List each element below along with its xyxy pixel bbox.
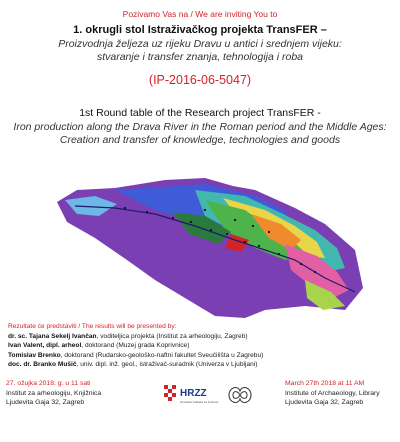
project-code: (IP-2016-06-5047) <box>148 73 252 87</box>
presenter-name: Ivan Valent, dipl. arheol <box>8 342 82 350</box>
footer-english <box>285 379 380 408</box>
hrzz-logo-text: HRZZ <box>180 388 207 399</box>
presenter-name: doc. dr. Branko Mušič <box>8 361 77 369</box>
presenters-block <box>8 322 398 370</box>
croatian-subtitle-line-1: Proizvodnja željeza uz rijeku Dravu u antici i srednjem vijeku: <box>58 38 342 50</box>
presenter-line <box>8 360 398 370</box>
english-title: 1st Round table of the Research project TransFER - <box>79 107 321 119</box>
presenter-name: Tomislav Brenko <box>8 351 61 359</box>
hrzz-logo-subtext: Hrvatska zaklada za znanost <box>180 400 219 404</box>
presenters-heading: Rezultate će predstaviti / The results will be presented by: <box>8 323 177 330</box>
invitation-line: Pozivamo Vas na / We are inviting You to <box>122 9 278 19</box>
croatian-subtitle-line-2: stvaranje i transfer znanja, tehnologija i roba <box>96 51 304 63</box>
presenter-role: , univ. dipl. inž. geol., istraživač-suradnik (Univerza v Ljubljani) <box>76 361 258 369</box>
event-place-en: Institute of Archaeology, Library <box>285 389 380 397</box>
event-date-en: March 27th 2018 at 11 AM <box>285 380 365 387</box>
event-place-hr: Institut za arheologiju, Knjižnica <box>6 389 102 397</box>
english-subtitle-line-2: Creation and transfer of knowledge, technologies and goods <box>59 134 341 146</box>
croatian-title: 1. okrugli stol Istraživačkog projekta TransFER – <box>73 24 327 36</box>
presenter-role: , voditeljica projekta (Institut za arheologiju, Zagreb) <box>96 332 248 340</box>
event-address-hr: Ljudevita Gaja 32, Zagreb <box>6 399 85 407</box>
presenter-line <box>8 341 398 351</box>
presenter-role: , doktorand (Muzej grada Koprivnice) <box>81 342 190 350</box>
footer-croatian <box>6 379 101 408</box>
geological-map <box>55 160 365 320</box>
english-subtitle-line-1: Iron production along the Drava River in the Roman period and the Middle Ages: <box>13 121 387 133</box>
hrzz-logo <box>163 381 219 409</box>
event-address-en: Ljudevita Gaja 32, Zagreb <box>285 399 364 407</box>
presenter-line <box>8 332 398 342</box>
event-date-hr: 27. ožujka 2018. g. u 11 sati <box>6 380 91 387</box>
institute-logo <box>226 382 254 408</box>
presenter-line <box>8 351 398 361</box>
presenter-name: dr. sc. Tajana Sekelj Ivančan <box>8 332 97 340</box>
presenter-role: , doktorand (Rudarsko-geološko-naftni fakultet Sveučilišta u Zagrebu) <box>60 351 264 359</box>
